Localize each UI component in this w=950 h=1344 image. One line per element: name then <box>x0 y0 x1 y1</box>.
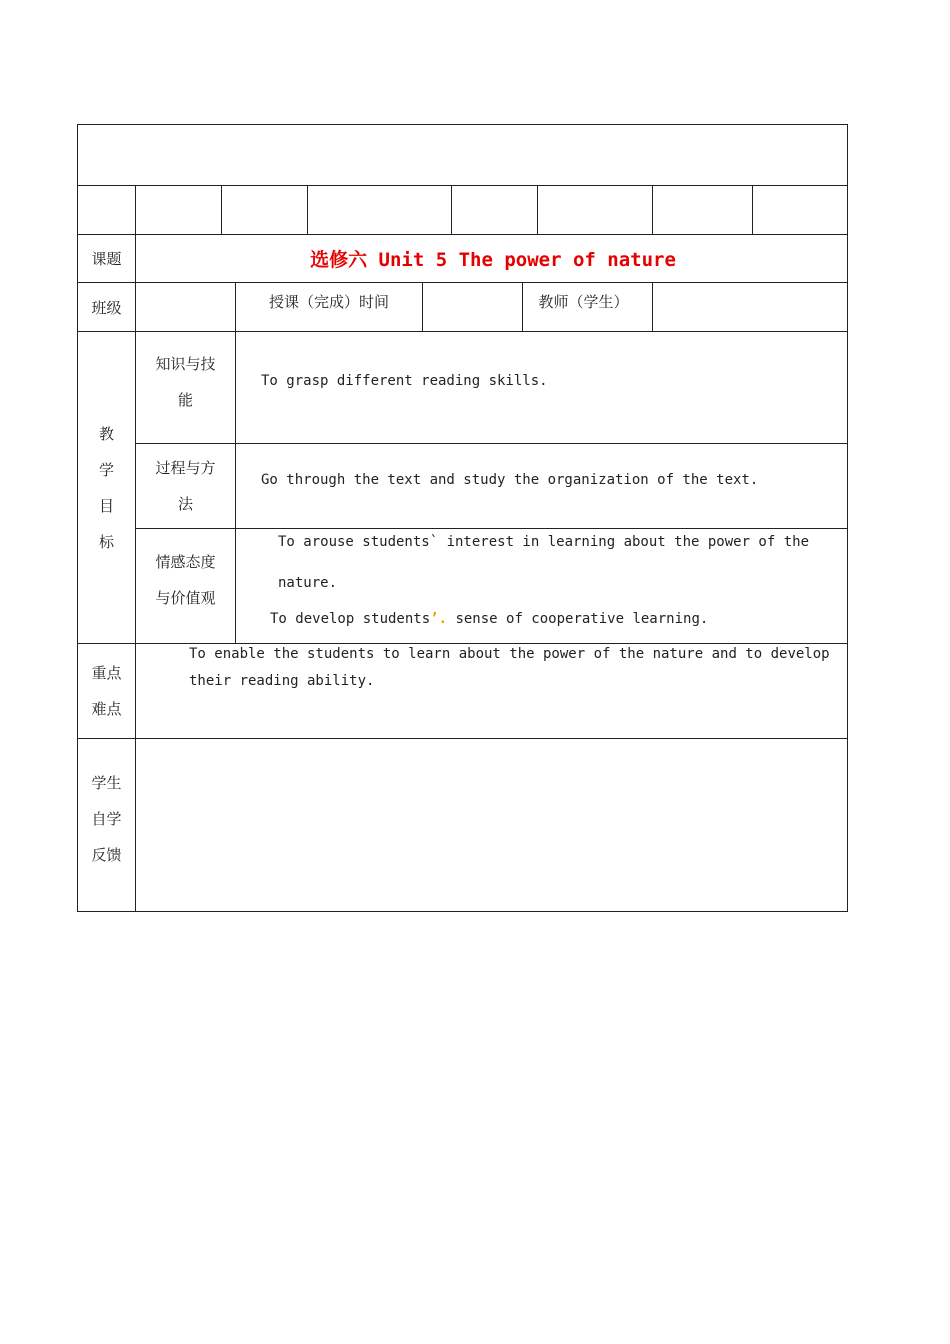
feedback-content-cell <box>135 738 848 912</box>
blank-grid-cell <box>537 185 653 235</box>
feedback-label-cell <box>77 738 136 912</box>
apostrophe-mark: ’. <box>430 611 448 627</box>
time-value-cell <box>422 282 523 332</box>
knowledge-label: 知识与技 能 <box>155 354 216 409</box>
objectives-label: 教 学 目 标 <box>98 424 114 551</box>
feedback-label: 学生 自学 反馈 <box>91 774 122 864</box>
blank-grid-cell <box>135 185 222 235</box>
teacher-label-cell <box>522 282 653 332</box>
blank-grid-cell <box>451 185 538 235</box>
blank-grid-cell <box>652 185 753 235</box>
key-points-label: 重点 难点 <box>91 664 122 718</box>
objectives-label-cell <box>77 331 136 644</box>
blank-grid-cell <box>77 185 136 235</box>
course-label-cell <box>77 234 136 283</box>
time-label-cell <box>235 282 423 332</box>
class-value-cell <box>135 282 236 332</box>
class-label-cell <box>77 282 136 332</box>
teacher-value-cell <box>652 282 848 332</box>
process-label-cell <box>135 443 236 529</box>
key-points-text-cell <box>135 643 848 739</box>
teacher-label: 教师（学生） <box>538 292 629 311</box>
emotion-text-cell <box>235 528 848 644</box>
emotion-text-line1: To arouse students` interest in learning about the power of the <box>278 534 810 550</box>
course-title-cell <box>135 234 848 283</box>
blank-grid-cell <box>752 185 848 235</box>
blank-grid-cell <box>221 185 308 235</box>
course-label: 课题 <box>91 250 122 268</box>
knowledge-label-cell <box>135 331 236 444</box>
knowledge-text: To grasp different reading skills. <box>261 373 548 389</box>
blank-grid-cell <box>307 185 452 235</box>
key-points-text-line2: their reading ability. <box>189 673 375 689</box>
course-title: 选修六 Unit 5 The power of nature <box>310 249 676 271</box>
key-points-text-line1: To enable the students to learn about the power of the nature and to develop <box>189 646 830 662</box>
emotion-text-line3: To develop students’. sense of cooperative learning. <box>270 611 709 627</box>
emotion-label-cell <box>135 528 236 644</box>
header-blank-cell <box>77 124 848 186</box>
process-text: Go through the text and study the organization of the text. <box>261 472 759 488</box>
emotion-text-line2: nature. <box>278 575 338 591</box>
time-label: 授课（完成）时间 <box>268 292 389 311</box>
knowledge-text-cell <box>235 331 848 444</box>
emotion-label: 情感态度 与价值观 <box>155 553 216 607</box>
class-label: 班级 <box>91 298 122 317</box>
process-text-cell <box>235 443 848 529</box>
key-points-label-cell <box>77 643 136 739</box>
process-label: 过程与方 法 <box>155 459 216 513</box>
